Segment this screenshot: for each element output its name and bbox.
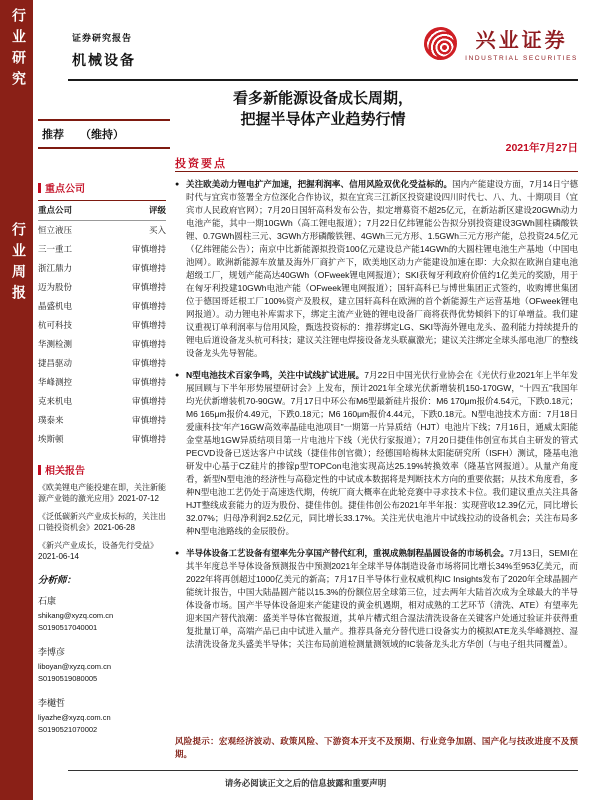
risk-lead: 风险提示： (175, 736, 219, 746)
analyst-license-id: S0190521070002 (38, 725, 98, 734)
related-reports-header (38, 462, 166, 477)
table-row (38, 392, 166, 411)
company-rating: 审慎增持 (131, 377, 166, 387)
company-name: 杭可科技 (38, 320, 73, 330)
key-companies-title: 重点公司 (45, 184, 85, 195)
company-name: 华测检测 (38, 339, 73, 349)
company-name: 克来机电 (38, 396, 73, 406)
analyst-email: liboyan@xyzq.com.cn (38, 662, 112, 671)
table-row (38, 335, 166, 354)
report-item: 《新兴产业成长，设备先行受益》2021-06-14 (38, 541, 158, 561)
side-strip-label-weekly: 行业周报 (11, 222, 27, 306)
table-row (38, 354, 166, 373)
company-name: 晶盛机电 (38, 301, 73, 311)
bullet-text: 7月22日中国光伏行业协会在《光伏行业2021年上半年发展回顾与下半年形势展望研讨会》上发布，预计2021年全球光伏新增装机150-170GW，“十四五”我国年均光伏新增装机70-90GW。7月17日中环公布M6型最新硅片报价：M6 170μm报价4.54元，下跌0.18元；M6 165μm报价4.49元，下跌0.18元；M6 160μm报价4.44元，下跌0.18元。N型电池技术方面：7月18日爱康科技“年产16GW高效率晶硅电池项目”一期第一片异质结（HJT）电池片下线；7月16日，通威太阳能金堂基地1GW异质结项目第一片电池片下线（光伏行家报道）；7月20日捷佳伟创宣布其自主研发的管式PECVD设备已送达客户中试线（捷佳伟创官微）；经德国哈梅林太阳能研究所（ISFH）测试，隆基电池研发中心基于CZ硅片的掺镓p型TOPCon电池实现高达25.19%转换效率（隆基官网报道）。从量产角度看，新型N型电池的经济性与高稳定性的中试成本数据将是判断技术方向的重要依据；从技术角度看，多种N型电池工艺仍处于高速迭代期，传统厂商大概率在此轮竞赛中寻求技术卡位。我们建议重点关注具备HJT整线成套能力的迈为股份、捷佳伟创。捷佳伟创公布2021年半年报：实现营收12.39亿元，同比增长32.07%；归母净利润2.52亿元，同比增长33.17%。关注光伏电池片中试线拉动的设备机会；关注布局多种N型电池路线的金辰股份。 (186, 370, 579, 536)
company-rating: 审慎增持 (131, 263, 166, 273)
key-companies-table (38, 200, 166, 449)
bullet-lead: 关注欧美动力锂电扩产加速，把握利润率、信用风险双优化受益标的。 (186, 179, 453, 189)
report-title-line2: 把握半导体产业趋势行情 (240, 111, 406, 128)
brand-subtitle: INDUSTRIAL SECURITIES (465, 55, 578, 62)
company-rating: 买入 (148, 225, 166, 235)
company-name: 璞泰来 (38, 415, 64, 425)
company-name: 华峰测控 (38, 377, 73, 387)
investment-point (175, 547, 578, 651)
col-company: 重点公司 (38, 205, 73, 215)
red-bar-icon (38, 465, 41, 475)
analyst-license-id: S0190517040001 (38, 623, 98, 632)
table-row (38, 221, 166, 240)
analyst-block (38, 594, 166, 632)
table-row (38, 297, 166, 316)
company-rating: 审慎增持 (131, 415, 166, 425)
table-row (38, 411, 166, 430)
analyst-email: shikang@xyzq.com.cn (38, 611, 114, 620)
table-row (38, 316, 166, 335)
footer-divider (68, 770, 578, 771)
analyst-license-id: S0190519080005 (38, 674, 98, 683)
investment-points (175, 178, 578, 660)
rating-label: 推荐 (42, 129, 64, 141)
table-row (38, 259, 166, 278)
analyst-name: 李樾哲 (38, 698, 66, 708)
related-reports-list (38, 482, 166, 562)
company-name: 恒立液压 (38, 225, 73, 235)
footer-disclaimer: 请务必阅读正文之后的信息披露和重要声明 (224, 778, 387, 788)
bullet-icon: ● (175, 372, 180, 379)
company-name: 三一重工 (38, 244, 73, 254)
brand-name: 兴业证券 (475, 30, 568, 52)
report-date: 2021年7月27日 (505, 142, 578, 154)
analyst-name: 石康 (38, 596, 57, 606)
side-strip (0, 0, 33, 800)
analyst-section-label: 分析师： (38, 576, 77, 586)
company-rating: 审慎增持 (131, 282, 166, 292)
company-rating: 审慎增持 (131, 244, 166, 254)
brand-logo-icon (424, 27, 457, 60)
risk-notice (175, 735, 578, 761)
brand-text (465, 24, 578, 62)
report-item: 《泛低碳新兴产业成长标的，关注出口链投资机会》2021-06-28 (38, 512, 166, 532)
report-title-line1: 看多新能源设备成长周期， (232, 90, 413, 107)
bullet-text: 7月13日，SEMI在其半年度总半导体设备预测报告中预测2021年全球半导体制造设备市场将同比增长34%至953亿美元，而2022年将再创超过1000亿美元的新高；7月17日半导体行业权威机构IC Insights发布了2020年全球晶圆产能统计报告，中国大陆晶圆产能以15.3%的份额位居全球第三位，过去两年大陆首次成为全球最大的半导体设备市场。国产半导体设备迎来产能建设的黄金机遇期，相对成熟的工艺环节（清洗、ATE）有望率先迎来国产替代浪潮：盛美半导体官微报道，其单片槽式组合湿法清洗设备在关键客户处通过验证并获得重复批量订单，高端产品已由中试进入量产。推荐具备充分替代进口设备实力的模拟ATE龙头华峰测控、湿法清洗设备龙头盛美半导体；关注布局前道检测量测领域的IC装备龙头北方华创（与电子组共同覆盖）。 (186, 548, 578, 649)
investment-points-title: 投资要点 (175, 158, 227, 170)
company-rating: 审慎增持 (131, 301, 166, 311)
company-name: 浙江鼎力 (38, 263, 73, 273)
company-name: 捷昌驱动 (38, 358, 73, 368)
company-rating: 审慎增持 (131, 396, 166, 406)
rating-box (38, 119, 170, 149)
red-bar-icon (38, 183, 41, 193)
table-header-row (38, 200, 166, 221)
analyst-block (38, 645, 166, 683)
analyst-block (38, 696, 166, 734)
investment-point (175, 369, 578, 538)
side-strip-label-industry-research: 行业研究 (11, 8, 27, 92)
bullet-icon: ● (175, 550, 180, 557)
risk-text: 宏观经济波动、政策风险、下游资本开支不及预期、行业竞争加剧、国产化与技改进度不及预期。 (175, 736, 578, 759)
header-divider (68, 79, 578, 81)
company-name: 迈为股份 (38, 282, 73, 292)
table-row (38, 240, 166, 259)
analyst-email: liyazhe@xyzq.com.cn (38, 713, 111, 722)
company-rating: 审慎增持 (131, 339, 166, 349)
company-rating: 审慎增持 (131, 320, 166, 330)
analyst-name: 李博彦 (38, 647, 66, 657)
bullet-icon: ● (175, 181, 180, 188)
key-companies-header (38, 180, 166, 195)
company-name: 埃斯顿 (38, 434, 64, 444)
table-row (38, 278, 166, 297)
left-column (38, 180, 166, 747)
company-rating: 审慎增持 (131, 434, 166, 444)
bullet-lead: N型电池技术百家争鸣，关注中试线扩试进展。 (186, 370, 365, 380)
brand-block (424, 24, 578, 62)
report-type-label: 证券研究报告 (72, 33, 133, 43)
table-row (38, 430, 166, 449)
rating-status: （维持） (80, 129, 124, 141)
col-rating: 评级 (148, 205, 166, 215)
report-item: 《欧美锂电产能投建在即，关注新能源产业链的激光应用》2021-07-12 (38, 483, 166, 503)
investment-points-divider (175, 171, 578, 172)
investment-point (175, 178, 578, 360)
company-rating: 审慎增持 (131, 358, 166, 368)
industry-title: 机械设备 (72, 52, 136, 68)
bullet-text: 国内产能建设方面，7月14日宁德时代与宜宾市签署全方位深化合作协议，拟在宜宾三江新区投资建设四川时代七、八、九、十期项目（宜宾市人民政府官网）；7月20日国轩高科发布公告，拟定增募资不超25亿元，在新站新区建设20GWh动力电池产能，其中一期10GWh（高工锂电报道）；7月22日亿纬锂能公告拟分别投资建设3GWh圆柱磷酸铁锂、0.7GWh圆柱三元、3GWh方形磷酸铁锂、4GWh三元方形、1.5GWh三元方形产能，总投资24.5亿元（亿纬锂能公告）；南京中比新能源拟投资100亿元建设总产能14GWh的大圆柱锂电池生产基地（中国电池网）。欧洲新能源车放量及海外厂商扩产下，欧美地区动力产能建设加速在即：大众拟在欧洲自建电池超级工厂，规划产能高达40GWh（OFweek锂电网报道）；SKI获匈牙利政府价值约1亿美元的奖励，用于在匈牙利投建10GWh电池产能（OFweek锂电网报道）；国轩高科已与博世集团正式签约，收购博世集团位于德国哥廷根工厂100%资产及股权，建立国轩高科在欧洲的首个新能源生产运营基地（OFweek锂电网报道）。动力锂电补库需求下，绑定主流产业链的锂电设备厂商将获得优势倾斜下的订单增益。我们建议重视订单利润率与信用风险，甄选投资标的：推荐绑定LG、SKI等海外锂电龙头、盈利能力持续提升的锂电后道设备龙头杭可科技；建议关注锂电焊接设备龙头联赢激光；建议关注绑定全球头部电池厂的整线设备龙头先导智能。 (186, 179, 578, 358)
bullet-lead: 半导体设备工艺设备有望率先分享国产替代红利，重视成熟制程晶圆设备的市场机会。 (186, 548, 510, 558)
table-row (38, 373, 166, 392)
related-reports-title: 相关报告 (45, 466, 85, 477)
